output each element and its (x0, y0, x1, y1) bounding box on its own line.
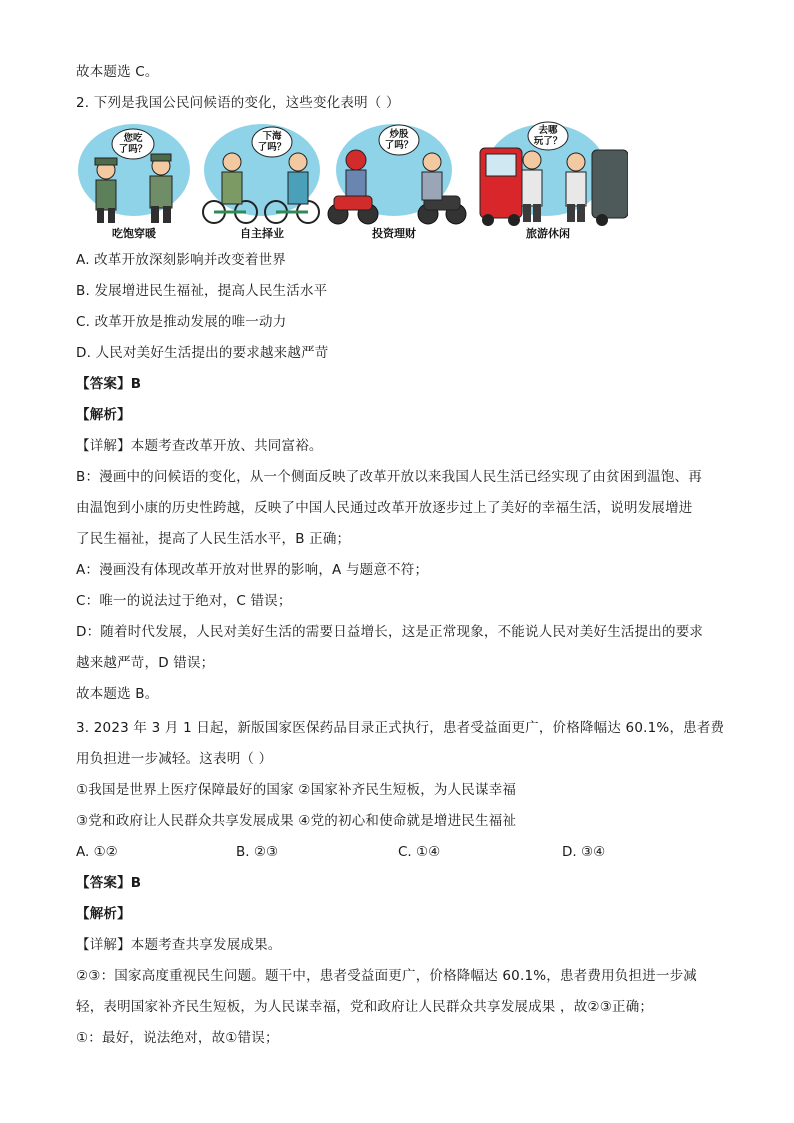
comic-bubble-line: 去哪 (538, 125, 558, 136)
option-c: C. 改革开放是推动发展的唯一动力 (76, 314, 287, 330)
analysis-label: 【解析】 (76, 906, 131, 922)
detail-line: D：随着时代发展，人民对美好生活的需要日益增长，这是正常现象，不能说人民对美好生活提出的要求 (76, 624, 704, 640)
comic-bubble-line: 您吃 (123, 133, 143, 144)
detail-line: ②③：国家高度重视民生问题。题干中，患者受益面更广，价格降幅达 60.1%，患者费用负担进一步减 (76, 968, 697, 984)
text-line: 故本题选 C。 (76, 64, 159, 80)
comic-caption: 旅游休闲 (526, 227, 570, 240)
comic-caption: 吃饱穿暖 (112, 227, 156, 240)
option-d: D. 人民对美好生活提出的要求越来越严苛 (76, 345, 329, 361)
detail-line: 轻，表明国家补齐民生短板，为人民谋幸福，党和政府让人民群众共享发展成果 ，故②③正确； (76, 999, 654, 1015)
comic-bubble-line: 炒股 (389, 129, 409, 140)
answer-label: 【答案】B (76, 875, 142, 891)
comic-caption: 投资理财 (372, 227, 416, 240)
comic-panel-1 (78, 124, 190, 240)
comic-bubble-line: 了吗？ (257, 142, 287, 153)
detail-line: B：漫画中的问候语的变化，从一个侧面反映了改革开放以来我国人民生活已经实现了由贫困到温饱、再 (76, 469, 702, 485)
statement-line: ③党和政府让人民群众共享发展成果 ④党的初心和使命就是增进民生福祉 (76, 813, 517, 829)
detail-line: 【详解】本题考查共享发展成果。 (76, 937, 282, 953)
detail-line: 【详解】本题考查改革开放、共同富裕。 (76, 438, 323, 454)
statement-line: ①我国是世界上医疗保障最好的国家 ②国家补齐民生短板，为人民谋幸福 (76, 782, 517, 798)
detail-line: 由温饱到小康的历史性跨越，反映了中国人民通过改革开放逐步过上了美好的幸福生活，说明发展增进 (76, 500, 693, 516)
comic-bubble-line: 了吗？ (118, 144, 148, 155)
comic-panel-3 (328, 124, 466, 240)
q3-option-a: A. ①② (76, 844, 118, 860)
comic-panel-2 (203, 124, 320, 240)
detail-line: C：唯一的说法过于绝对，C 错误； (76, 593, 292, 609)
question-3-stem: 3. 2023 年 3 月 1 日起，新版国家医保药品目录正式执行，患者受益面更广，价格降幅达 60.1%，患者费 (76, 720, 725, 736)
comic-bubble-line: 下海 (262, 131, 282, 142)
comic-panel-4 (480, 122, 628, 240)
option-b: B. 发展增进民生福祉，提高人民生活水平 (76, 283, 328, 299)
detail-line: 了民生福祉，提高了人民生活水平，B 正确； (76, 531, 351, 547)
comic-caption: 自主择业 (240, 227, 284, 240)
comic-bubble-line: 玩了？ (533, 136, 563, 147)
q3-option-d: D. ③④ (562, 844, 606, 860)
answer-label: 【答案】B (76, 376, 142, 392)
greeting-comic-illustration (76, 120, 628, 242)
detail-line: 越来越严苛，D 错误； (76, 655, 215, 671)
detail-line: A：漫画没有体现改革开放对世界的影响，A 与题意不符； (76, 562, 429, 578)
detail-line: ①：最好，说法绝对，故①错误； (76, 1030, 279, 1046)
q3-option-b: B. ②③ (236, 844, 279, 860)
question-2-stem: 2. 下列是我国公民问候语的变化，这些变化表明（ ） (76, 95, 400, 111)
comic-bubble-line: 了吗？ (384, 140, 414, 151)
q3-option-c: C. ①④ (398, 844, 441, 860)
option-a: A. 改革开放深刻影响并改变着世界 (76, 252, 286, 268)
question-3-stem: 用负担进一步减轻。这表明（ ） (76, 751, 273, 767)
analysis-label: 【解析】 (76, 407, 131, 423)
detail-line: 故本题选 B。 (76, 686, 159, 702)
